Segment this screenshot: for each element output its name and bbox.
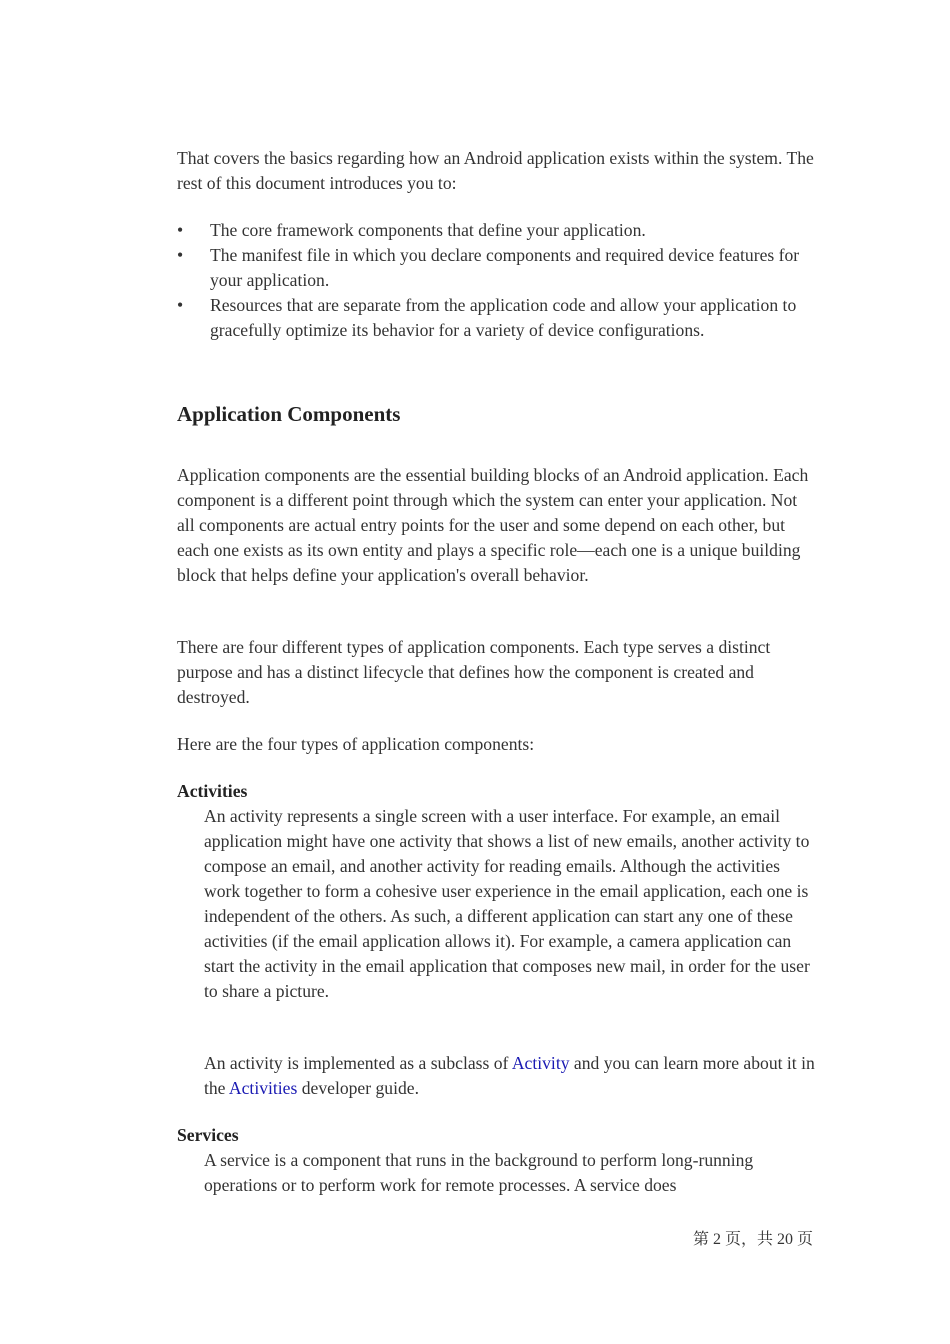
services-term: Services [177,1125,239,1145]
intro-paragraph: That covers the basics regarding how an Android application exists within the system. The rest of this document introduces you to: [177,148,814,193]
bullet-icon: • [177,220,184,240]
services-definition [177,1123,817,1198]
activities-guide-link[interactable]: Activities [228,1078,298,1098]
section-paragraph-3: Here are the four types of application components: [177,734,535,754]
activities-description: An activity represents a single screen with a user interface. For example, an email application might have one activity that shows a list of new emails, another activity to compose an email, and another activity for reading emails. Although the activities work together to form a cohesive user experience in the email application, each one is independent of the others. As such, a different application can start any one of these activities (if the email application allows it). For example, a camera application can start the activity in the email application that composes new mail, in order for the user to share a picture. [204,806,810,1001]
document-page [177,146,817,1195]
bullet-icon: • [177,245,184,265]
services-description: A service is a component that runs in the background to perform long-running operations or to perform work for remote processes. A service does [204,1150,754,1195]
list-item: • The core framework components that define your application. [177,218,817,243]
section-heading: Application Components [177,402,401,426]
activities-impl-paragraph: An activity is implemented as a subclass of Activity and you can learn more about it in the Activities developer guide. [204,1053,815,1098]
page-indicator: 第 2 页，共 20 页 [693,1231,814,1248]
bullet-icon: • [177,295,184,315]
activities-term: Activities [177,781,248,801]
list-item: • The manifest file in which you declare components and required device features for your application. [177,245,800,290]
intro-bullet-list [177,218,817,343]
activities-definition [177,779,817,1004]
section-paragraph-1: Application components are the essential building blocks of an Android application. Each component is a different point through which the system can enter your application. Not all components are actual entry points for the user and some depend on each other, but each one exists as its own entity and plays a specific role—each one is a unique building block that helps define your application's overall behavior. [177,465,809,585]
section-paragraph-2: There are four different types of application components. Each type serves a distinct purpose and has a distinct lifecycle that defines how the component is created and destroyed. [177,637,771,707]
activity-class-link[interactable]: Activity [511,1053,570,1073]
list-item: • Resources that are separate from the application code and allow your application to gracefully optimize its behavior for a variety of device configurations. [177,295,797,340]
